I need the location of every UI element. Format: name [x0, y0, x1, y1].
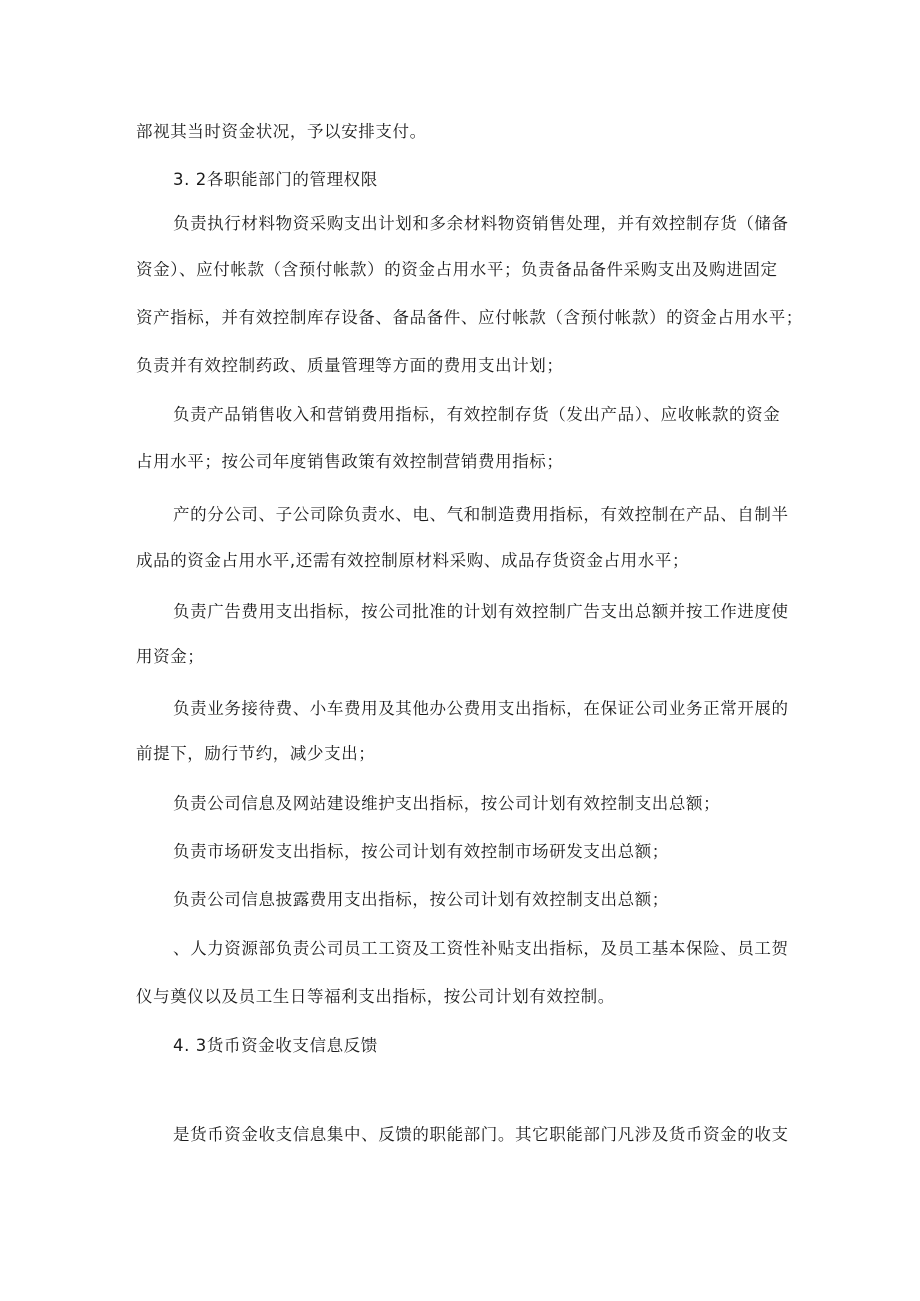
text-line: 占用水平；按公司年度销售政策有效控制营销费用指标；	[136, 452, 564, 471]
text-line: 负责产品销售收入和营销费用指标，有效控制存货（发出产品）、应收帐款的资金	[173, 405, 781, 424]
section-heading: 3. 2各职能部门的管理权限	[173, 170, 378, 189]
text-line: 负责公司信息及网站建设维护支出指标，按公司计划有效控制支出总额；	[173, 794, 721, 813]
text-line: 产的分公司、子公司除负责水、电、气和制造费用指标，有效控制在产品、自制半	[173, 505, 789, 524]
text-line: 负责广告费用支出指标，按公司批准的计划有效控制广告支出总额并按工作进度使	[173, 602, 789, 621]
text-line: 负责业务接待费、小车费用及其他办公费用支出指标，在保证公司业务正常开展的	[173, 699, 789, 718]
text-line: 前提下，励行节约，减少支出；	[136, 744, 376, 763]
text-line: 负责公司信息披露费用支出指标，按公司计划有效控制支出总额；	[173, 890, 669, 909]
text-line: 负责并有效控制药政、质量管理等方面的费用支出计划；	[136, 356, 564, 375]
text-line: 用资金；	[136, 647, 205, 666]
text-line: 资产指标，并有效控制库存设备、备品备件、应付帐款（含预付帐款）的资金占用水平；	[136, 308, 803, 327]
text-line: 负责市场研发支出指标，按公司计划有效控制市场研发支出总额；	[173, 842, 669, 861]
text-line: 负责执行材料物资采购支出计划和多余材料物资销售处理，并有效控制存货（储备	[173, 214, 789, 233]
section-heading: 4. 3货币资金收支信息反馈	[173, 1036, 378, 1055]
text-line: 仪与奠仪以及员工生日等福利支出指标，按公司计划有效控制。	[136, 987, 615, 1006]
text-line: 成品的资金占用水平,还需有效控制原材料采购、成品存货资金占用水平；	[136, 551, 690, 570]
text-line: 资金）、应付帐款（含预付帐款）的资金占用水平；负责备品备件采购支出及购进固定	[136, 260, 778, 279]
text-line: 是货币资金收支信息集中、反馈的职能部门。其它职能部门凡涉及货币资金的收支	[173, 1125, 789, 1144]
text-line: 部视其当时资金状况，予以安排支付。	[136, 122, 427, 141]
text-line: 、人力资源部负责公司员工工资及工资性补贴支出指标，及员工基本保险、员工贺	[173, 939, 789, 958]
